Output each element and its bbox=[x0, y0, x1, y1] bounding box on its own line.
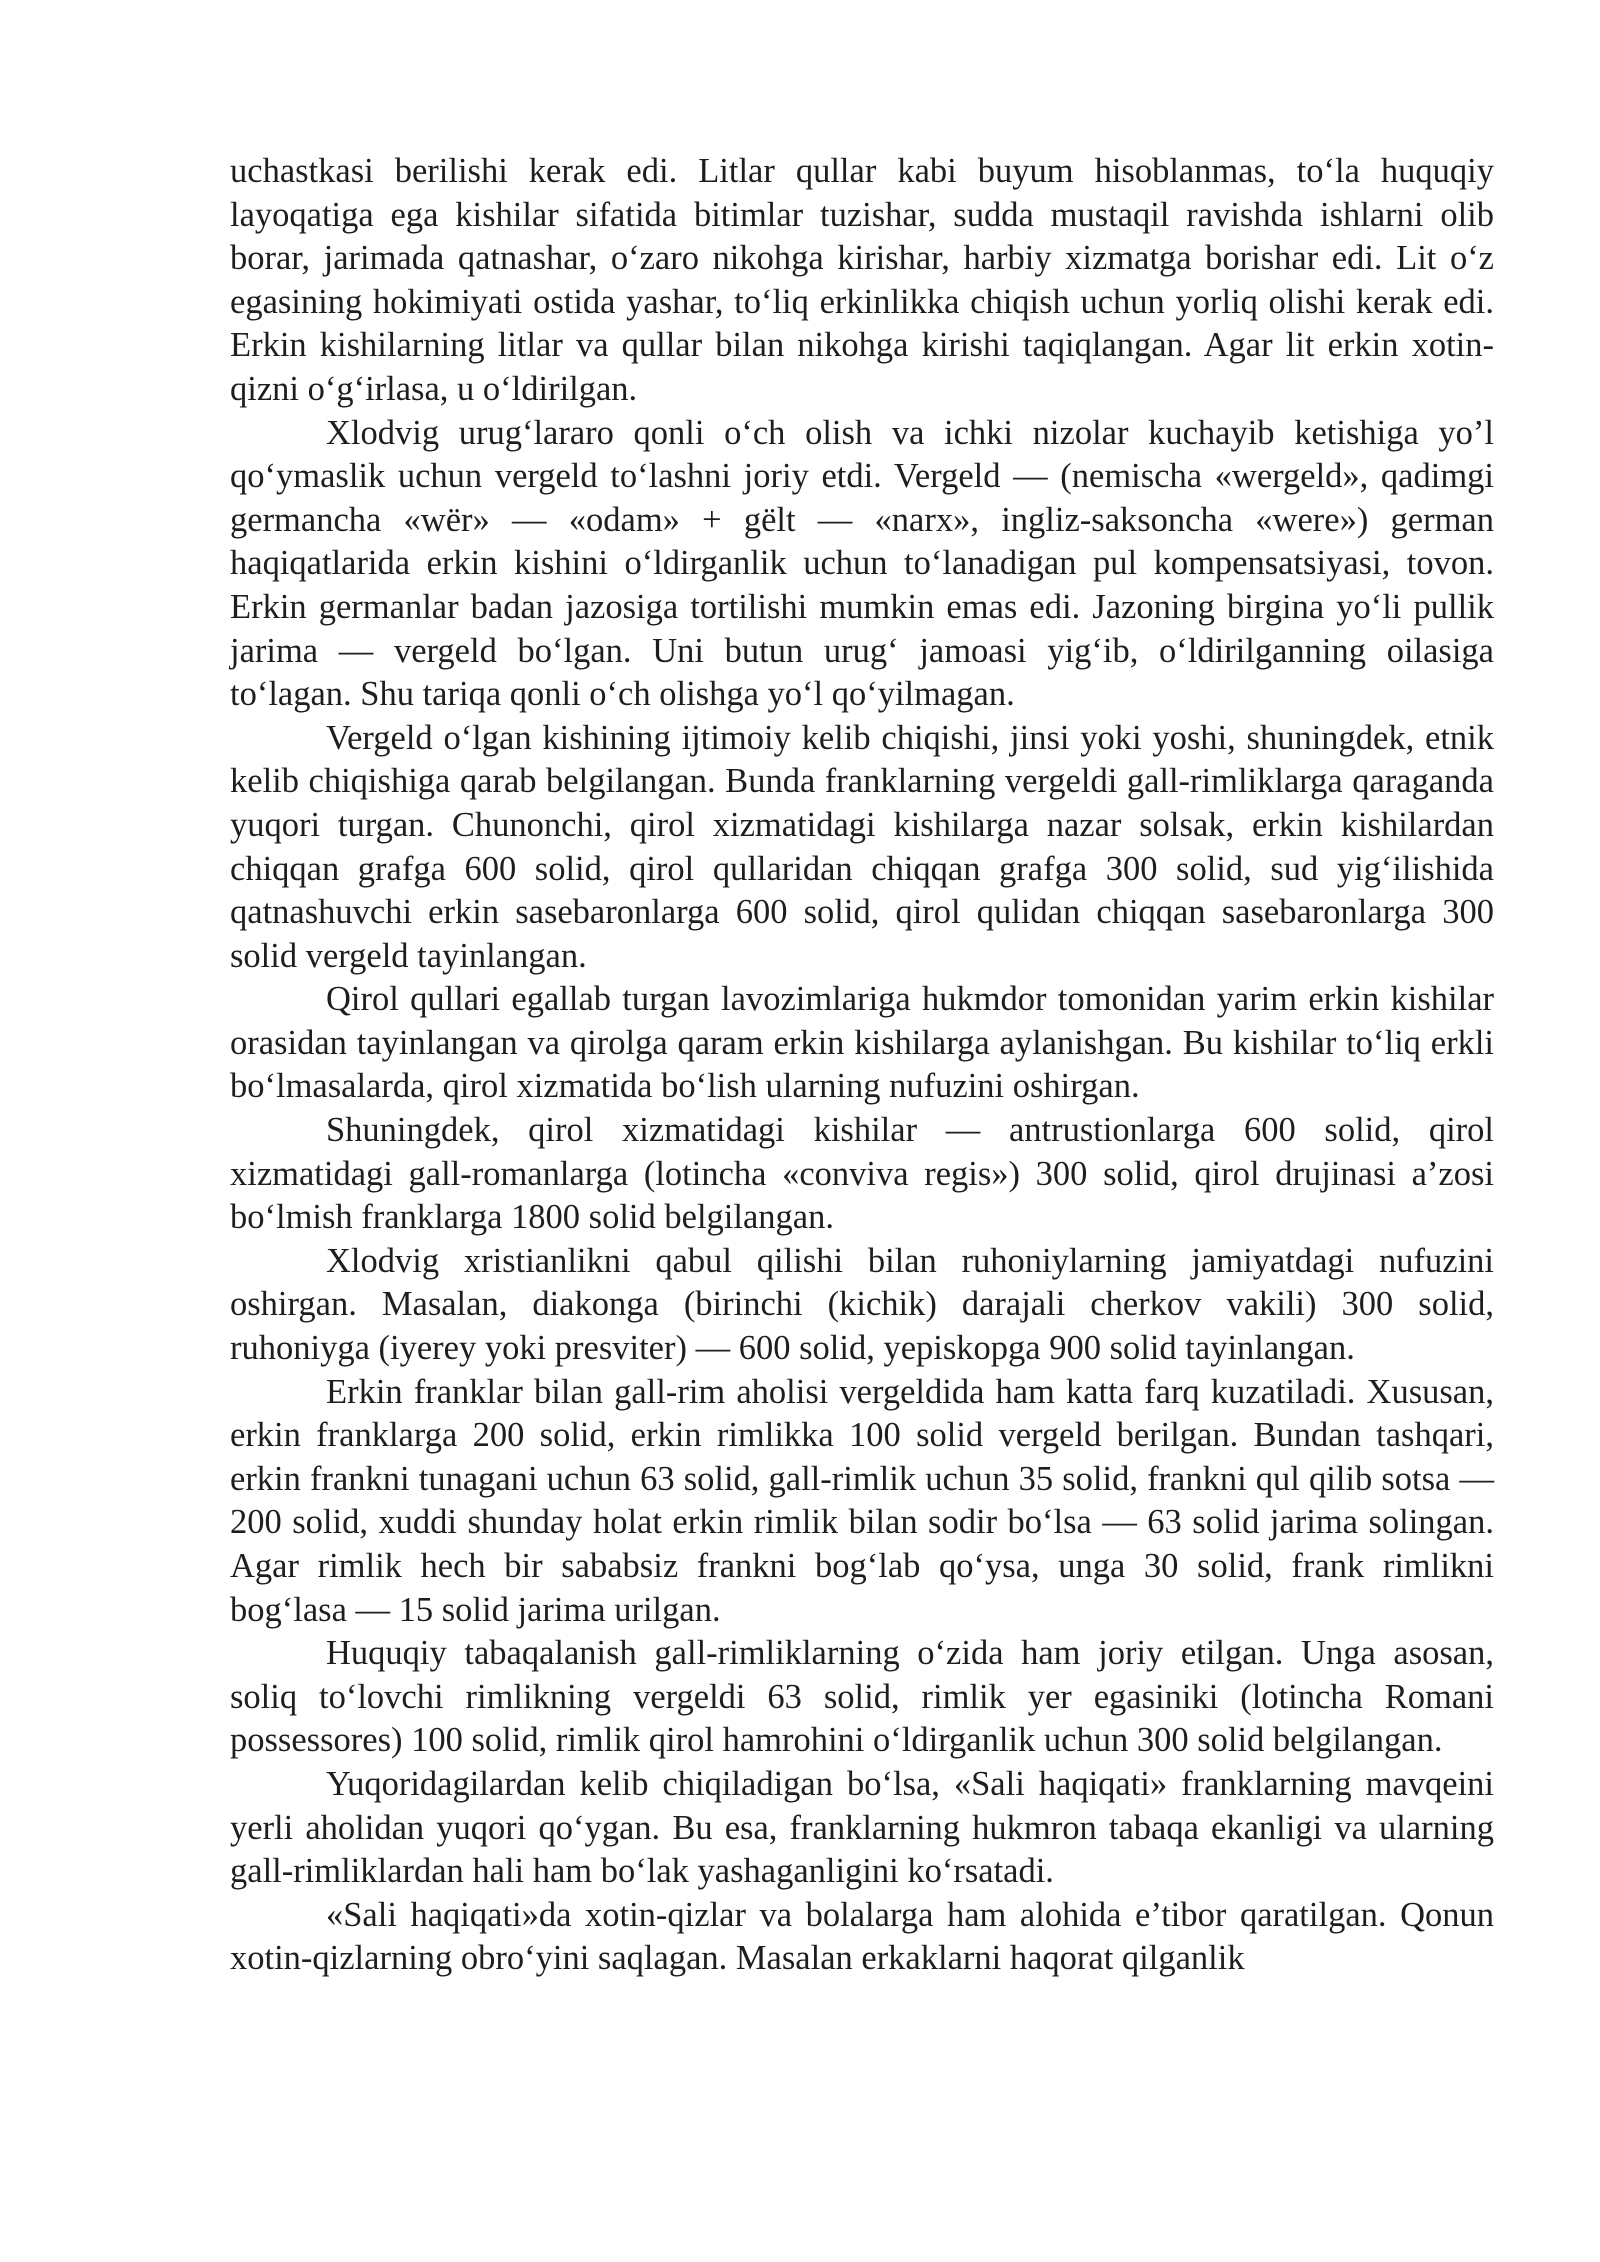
paragraph-7: Erkin franklar bilan gall-rim aholisi vergeldida ham katta farq kuzatiladi. Xususan, erkin franklarga 200 solid, erkin rimlikka 100 solid vergeld berilgan. Bundan tashqari, erkin frankni tunagani uchun 63 solid, gall-rimlik uchun 35 solid, frankni qul qilib sotsa — 200 solid, xuddi shunday holat erkin rimlik bilan sodir bo‘lsa — 63 solid jarima solingan. Agar rimlik hech bir sababsiz frankni bog‘lab qo‘ysa, unga 30 solid, frank rimlikni bog‘lasa — 15 solid jarima urilgan. bbox=[230, 1372, 1494, 1629]
paragraph-3: Vergeld o‘lgan kishining ijtimoiy kelib chiqishi, jinsi yoki yoshi, shuningdek, etnik kelib chiqishiga qarab belgilangan. Bunda franklarning vergeldi gall-rimliklarga qaraganda yuqori turgan. Chunonchi, qirol xizmatidagi kishilarga nazar solsak, erkin kishilardan chiqqan grafga 600 solid, qirol qullaridan chiqqan grafga 300 solid, sud yig‘ilishida qatnashuvchi erkin sasebaronlarga 600 solid, qirol qulidan chiqqan sasebaronlarga 300 solid vergeld tayinlangan. bbox=[230, 718, 1494, 975]
paragraph-10: «Sali haqiqati»da xotin-qizlar va bolalarga ham alohida e’tibor qaratilgan. Qonun xotin-qizlarning obro‘yini saqlagan. Masalan erkaklarni haqorat qilganlik bbox=[230, 1895, 1494, 1978]
paragraph-4: Qirol qullari egallab turgan lavozimlariga hukmdor tomonidan yarim erkin kishilar orasidan tayinlangan va qirolga qaram erkin kishilarga aylanishgan. Bu kishilar to‘liq erkli bo‘lmasalarda, qirol xizmatida bo‘lish ularning nufuzini oshirgan. bbox=[230, 980, 1494, 1106]
paragraph-5: Shuningdek, qirol xizmatidagi kishilar — antrustionlarga 600 solid, qirol xizmatidagi gall-romanlarga (lotincha «conviva regis») 300 solid, qirol drujinasi a’zosi bo‘lmish franklarga 1800 solid belgilangan. bbox=[230, 1111, 1494, 1237]
paragraph-6: Xlodvig xristianlikni qabul qilishi bilan ruhoniylarning jamiyatdagi nufuzini oshirgan. Masalan, diakonga (birinchi (kichik) darajali cherkov vakili) 300 solid, ruhoniyga (iyerey yoki presviter) — 600 solid, yepiskopga 900 solid tayinlangan. bbox=[230, 1241, 1494, 1368]
document-page bbox=[230, 150, 1494, 1981]
paragraph-2: Xlodvig urug‘lararo qonli o‘ch olish va ichki nizolar kuchayib ketishiga yo’l qo‘ymaslik uchun vergeld to‘lashni joriy etdi. Vergeld — (nemischa «wergeld», qadimgi germancha «wёr» — «odam» + gёlt — «narx», ingliz-saksoncha «were») german haqiqatlarida erkin kishini o‘ldirganlik uchun to‘lanadigan pul kompensatsiyasi, tovon. Erkin germanlar badan jazosiga tortilishi mumkin emas edi. Jazoning birgina yo‘li pullik jarima — vergeld bo‘lgan. Uni butun urug‘ jamoasi yig‘ib, o‘ldirilganning oilasiga to‘lagan. Shu tariqa qonli o‘ch olishga yo‘l qo‘yilmagan. bbox=[230, 413, 1494, 714]
paragraph-1: uchastkasi berilishi kerak edi. Litlar qullar kabi buyum hisoblanmas, to‘la huquqiy layoqatiga ega kishilar sifatida bitimlar tuzishar, sudda mustaqil ravishda ishlarni olib borar, jarimada qatnashar, o‘zaro nikohga kirishar, harbiy xizmatga borishar edi. Lit o‘z egasining hokimiyati ostida yashar, to‘liq erkinlikka chiqish uchun yorliq olishi kerak edi. Erkin kishilarning litlar va qullar bilan nikohga kirishi taqiqlangan. Agar lit erkin xotin-qizni o‘g‘irlasa, u o‘ldirilgan. bbox=[230, 152, 1494, 408]
paragraph-8: Huquqiy tabaqalanish gall-rimliklarning o‘zida ham joriy etilgan. Unga asosan, soliq to‘lovchi rimlikning vergeldi 63 solid, rimlik yer egasiniki (lotincha Romani possessores) 100 solid, rimlik qirol hamrohini o‘ldirganlik uchun 300 solid belgilangan. bbox=[230, 1634, 1494, 1760]
paragraph-9: Yuqoridagilardan kelib chiqiladigan bo‘lsa, «Sali haqiqati» franklarning mavqeini yerli aholidan yuqori qo‘ygan. Bu esa, franklarning hukmron tabaqa ekanligi va ularning gall-rimliklardan hali ham bo‘lak yashaganligini ko‘rsatadi. bbox=[230, 1764, 1494, 1891]
